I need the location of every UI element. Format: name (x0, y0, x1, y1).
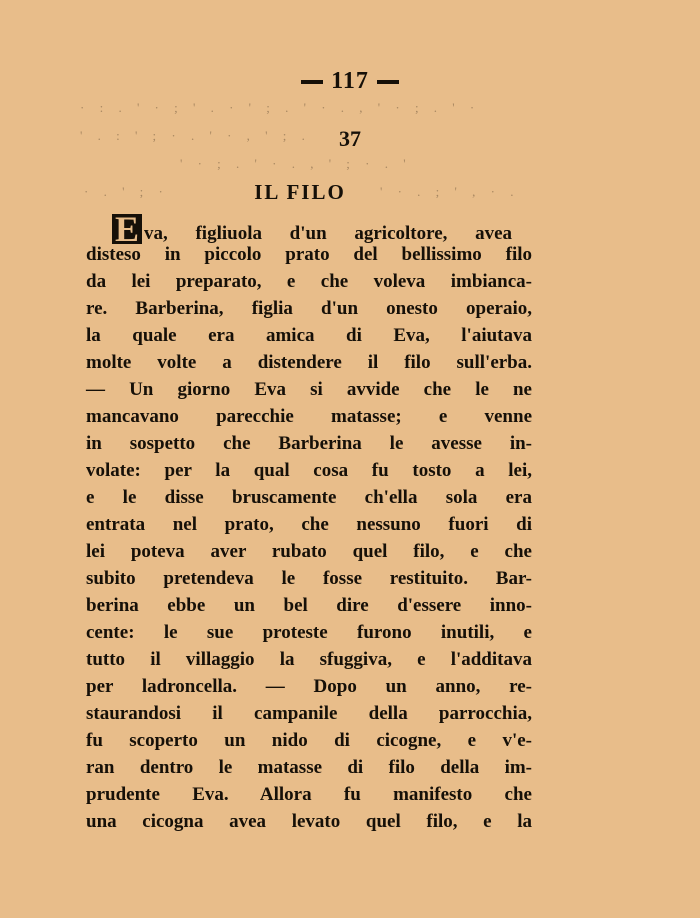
story-text (86, 209, 532, 835)
page-number-value: 117 (331, 68, 369, 94)
bleed-through-noise: · : . ' · ; ' . · ' ; . ' · . , ' · ; . ' · (80, 100, 481, 115)
page-number (0, 68, 700, 95)
text-line: tutto il villaggio la sfuggiva, e l'additava (86, 649, 532, 670)
text-line: lei poteva aver rubato quel filo, e che (86, 541, 532, 562)
drop-cap: E (112, 214, 142, 244)
text-line: in sospetto che Barberina le avesse in- (86, 433, 532, 454)
text-line: berina ebbe un bel dire d'essere inno- (86, 595, 532, 616)
text-line: mancavano parecchie matasse; e venne (86, 406, 532, 427)
text-line (86, 209, 532, 249)
text-line: subito pretendeva le fosse restituito. Bar- (86, 568, 532, 589)
text-line: e le disse bruscamente ch'ella sola era (86, 487, 532, 508)
text-line: la quale era amica di Eva, l'aiutava (86, 325, 532, 346)
text-line: volate: per la qual cosa fu tosto a lei, (86, 460, 532, 481)
bleed-through-noise: ' · . ; ' , · . (380, 184, 520, 199)
text-line: — Un giorno Eva si avvide che le ne (86, 379, 532, 400)
section-number: 37 (339, 126, 361, 151)
text-line: molte volte a distendere il filo sull'erba. (86, 352, 532, 373)
text-line: da lei preparato, e che voleva imbianca- (86, 271, 532, 292)
text-line: staurandosi il campanile della parrocchia, (86, 703, 532, 724)
text-line-content: va, figliuola d'un agricoltore, avea (144, 223, 513, 244)
text-line: cente: le sue proteste furono inutili, e (86, 622, 532, 643)
dash-right (377, 80, 399, 84)
text-line: re. Barberina, figlia d'un onesto operaio, (86, 298, 532, 319)
bleed-through-noise: ' . : ' ; · . ' · , ' ; . (80, 128, 311, 143)
bleed-through-noise: ' · ; . ' · . , ' ; · . ' (180, 156, 412, 171)
text-line: prudente Eva. Allora fu manifesto che (86, 784, 532, 805)
text-line: disteso in piccolo prato del bellissimo filo (86, 244, 532, 265)
dash-left (301, 80, 323, 84)
text-line: entrata nel prato, che nessuno fuori di (86, 514, 532, 535)
text-line: fu scoperto un nido di cicogne, e v'e- (86, 730, 532, 751)
text-line: per ladroncella. — Dopo un anno, re- (86, 676, 532, 697)
bleed-through-noise: · . ' ; · (84, 184, 169, 199)
text-line: una cicogna avea levato quel filo, e la (86, 811, 532, 832)
text-line: ran dentro le matasse di filo della im- (86, 757, 532, 778)
chapter-title: IL FILO (254, 180, 346, 204)
